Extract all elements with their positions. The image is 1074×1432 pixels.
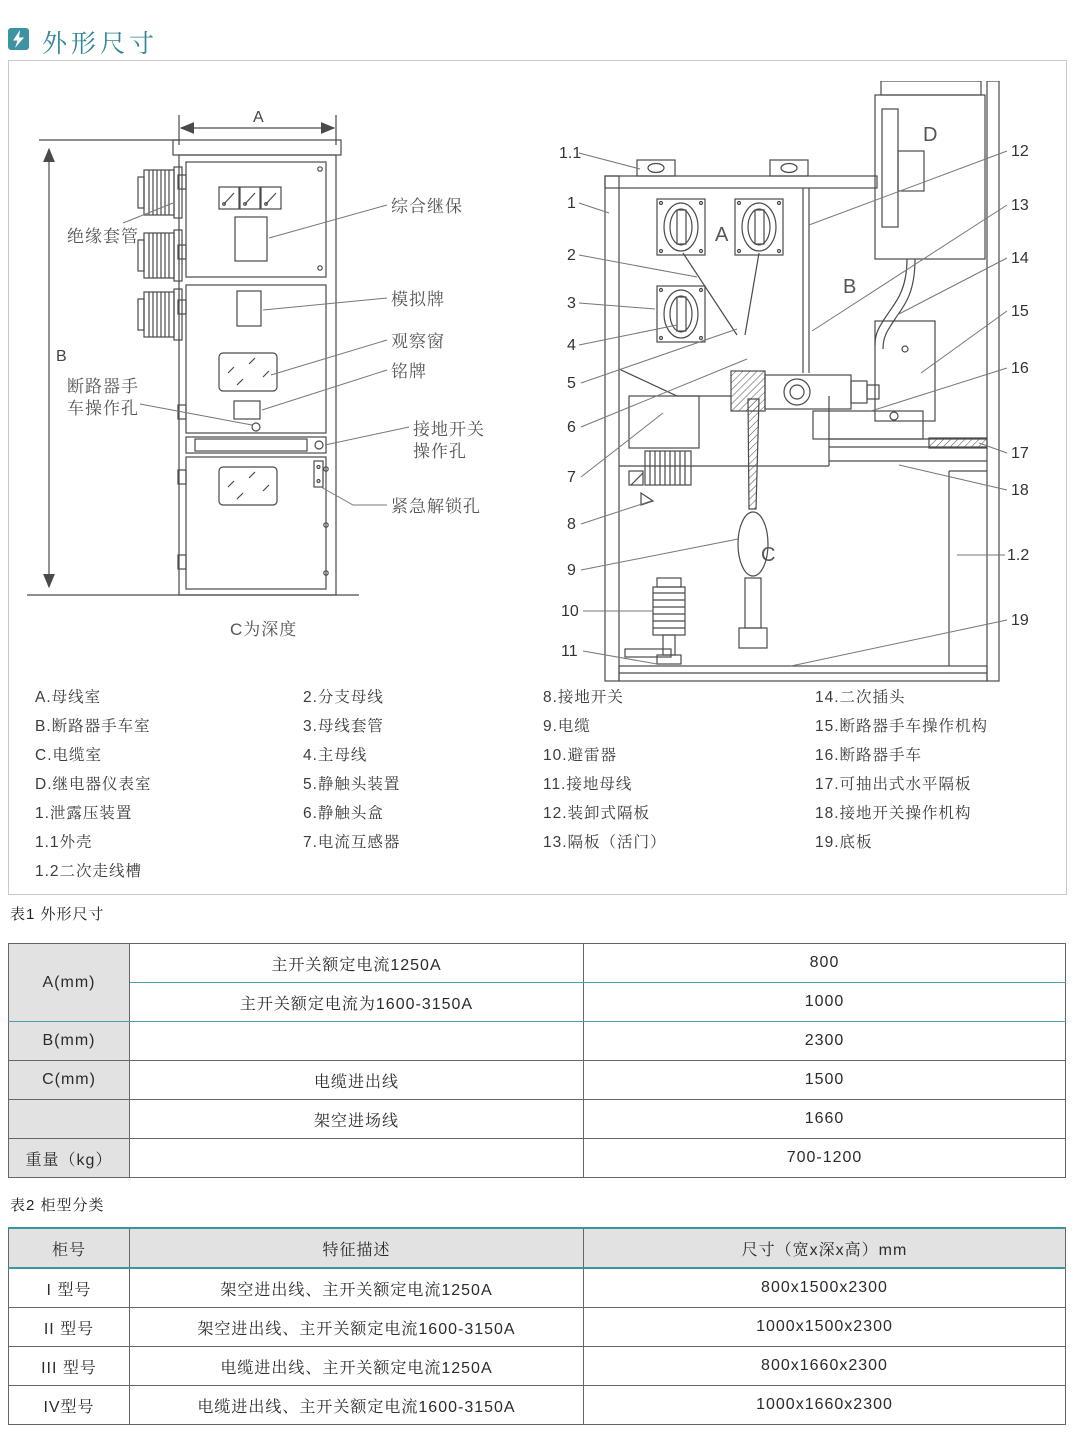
table-row xyxy=(9,1386,1066,1425)
cell-model: III 型号 xyxy=(9,1347,130,1386)
row-desc: 主开关额定电流1250A xyxy=(130,944,584,983)
row-desc xyxy=(130,1139,584,1178)
cell-model: II 型号 xyxy=(9,1308,130,1347)
legend-item: 2.分支母线 xyxy=(303,689,384,706)
label-relay: 综合继保 xyxy=(391,197,463,216)
table2-caption: 表2 柜型分类 xyxy=(10,1197,105,1214)
callout-18: 18 xyxy=(1011,482,1029,499)
label-breaker-truck-hole: 断路器手 xyxy=(67,377,139,396)
callout-17: 17 xyxy=(1011,445,1029,462)
cell-model: IV型号 xyxy=(9,1386,130,1425)
cell-model: I 型号 xyxy=(9,1268,130,1308)
callout-3: 3 xyxy=(567,295,576,312)
callout-16: 16 xyxy=(1011,360,1029,377)
label-nameplate: 铭牌 xyxy=(391,362,427,381)
callout-5: 5 xyxy=(567,375,576,392)
callout-12: 12 xyxy=(1011,143,1029,160)
cell-desc: 电缆进出线、主开关额定电流1600-3150A xyxy=(130,1386,584,1425)
table-row xyxy=(9,1100,1066,1139)
legend-item: 4.主母线 xyxy=(303,747,368,764)
callout-9: 9 xyxy=(567,562,576,579)
callout-4: 4 xyxy=(567,337,576,354)
table-row xyxy=(9,1022,1066,1061)
cell-desc: 架空进出线、主开关额定电流1250A xyxy=(130,1268,584,1308)
callout-8: 8 xyxy=(567,516,576,533)
legend-column xyxy=(543,683,815,886)
section-a-label: A xyxy=(715,224,729,246)
dimensions-table xyxy=(8,943,1066,1178)
label-mimic-board: 模拟牌 xyxy=(391,290,445,309)
table1-caption: 表1 外形尺寸 xyxy=(10,906,105,923)
legend-item: 9.电缆 xyxy=(543,718,591,735)
section-d-label: D xyxy=(923,124,938,146)
legend-item: 1.1外壳 xyxy=(35,834,93,851)
diagram-panel xyxy=(8,60,1067,895)
legend-item: A.母线室 xyxy=(35,689,102,706)
label-emergency-unlock: 紧急解锁孔 xyxy=(391,497,481,516)
dim-a-label: A xyxy=(253,109,264,126)
label-breaker-truck-hole: 车操作孔 xyxy=(67,399,139,418)
label-earth-switch-hole: 接地开关 xyxy=(413,420,485,439)
row-value: 700-1200 xyxy=(584,1139,1066,1178)
callout-1-2: 1.2 xyxy=(1007,547,1030,564)
cell-desc: 电缆进出线、主开关额定电流1250A xyxy=(130,1347,584,1386)
col-header-model: 柜号 xyxy=(9,1228,130,1268)
row-value: 2300 xyxy=(584,1022,1066,1061)
table-row xyxy=(9,1268,1066,1308)
label-observation-window: 观察窗 xyxy=(391,332,445,351)
row-value: 1500 xyxy=(584,1061,1066,1100)
callout-10: 10 xyxy=(561,603,579,620)
legend-item: C.电缆室 xyxy=(35,747,103,764)
page-title: 外形尺寸 xyxy=(42,30,159,58)
cell-size: 1000x1500x2300 xyxy=(584,1308,1066,1347)
row-label xyxy=(9,1100,130,1139)
col-header-size: 尺寸（宽x深x高）mm xyxy=(584,1228,1066,1268)
callout-7: 7 xyxy=(567,469,576,486)
parts-legend xyxy=(35,683,1065,886)
row-desc: 电缆进出线 xyxy=(130,1061,584,1100)
legend-item: 16.断路器手车 xyxy=(815,747,923,764)
section-c-label: C xyxy=(761,544,776,566)
row-label: 重量（kg） xyxy=(9,1139,130,1178)
legend-item: 5.静触头装置 xyxy=(303,776,401,793)
row-value: 800 xyxy=(584,944,1066,983)
row-value: 1000 xyxy=(584,983,1066,1022)
legend-item: 1.2二次走线槽 xyxy=(35,863,143,880)
legend-column xyxy=(815,683,1065,886)
legend-item: 15.断路器手车操作机构 xyxy=(815,718,989,735)
legend-item: 19.底板 xyxy=(815,834,873,851)
callout-11: 11 xyxy=(561,643,578,660)
legend-item: 1.泄露压装置 xyxy=(35,805,133,822)
callout-2: 2 xyxy=(567,247,576,264)
row-desc: 架空进场线 xyxy=(130,1100,584,1139)
dim-b-label: B xyxy=(56,348,67,365)
row-desc xyxy=(130,1022,584,1061)
legend-item: 17.可抽出式水平隔板 xyxy=(815,776,972,793)
row-label: C(mm) xyxy=(9,1061,130,1100)
cell-desc: 架空进出线、主开关额定电流1600-3150A xyxy=(130,1308,584,1347)
cabinet-types-table xyxy=(8,1227,1066,1425)
legend-item: 8.接地开关 xyxy=(543,689,624,706)
lightning-icon xyxy=(8,28,29,50)
legend-item: 10.避雷器 xyxy=(543,747,618,764)
legend-item: 13.隔板（活门） xyxy=(543,834,667,851)
callout-14: 14 xyxy=(1011,250,1029,267)
legend-item: 14.二次插头 xyxy=(815,689,906,706)
label-insulation-bushing: 绝缘套管 xyxy=(67,227,139,246)
cell-size: 800x1500x2300 xyxy=(584,1268,1066,1308)
cell-size: 800x1660x2300 xyxy=(584,1347,1066,1386)
legend-item: D.继电器仪表室 xyxy=(35,776,152,793)
table-row xyxy=(9,983,1066,1022)
table-header-row xyxy=(9,1228,1066,1268)
legend-item: 11.接地母线 xyxy=(543,776,633,793)
col-header-desc: 特征描述 xyxy=(130,1228,584,1268)
legend-item: B.断路器手车室 xyxy=(35,718,151,735)
legend-column xyxy=(35,683,303,886)
front-view-diagram xyxy=(23,105,535,665)
row-label: B(mm) xyxy=(9,1022,130,1061)
section-view-diagram xyxy=(545,81,1069,701)
section-b-label: B xyxy=(843,276,857,298)
depth-caption: C为深度 xyxy=(230,620,298,639)
callout-1: 1 xyxy=(567,195,576,212)
row-value: 1660 xyxy=(584,1100,1066,1139)
table-row xyxy=(9,1139,1066,1178)
row-desc: 主开关额定电流为1600-3150A xyxy=(130,983,584,1022)
callout-19: 19 xyxy=(1011,612,1029,629)
table-row xyxy=(9,1347,1066,1386)
legend-item: 12.装卸式隔板 xyxy=(543,805,651,822)
legend-column xyxy=(303,683,543,886)
callout-13: 13 xyxy=(1011,197,1029,214)
label-earth-switch-hole: 操作孔 xyxy=(413,442,467,461)
cell-size: 1000x1660x2300 xyxy=(584,1386,1066,1425)
callout-15: 15 xyxy=(1011,303,1029,320)
legend-item: 6.静触头盒 xyxy=(303,805,384,822)
callout-6: 6 xyxy=(567,419,576,436)
table-row xyxy=(9,1061,1066,1100)
table-row xyxy=(9,944,1066,983)
legend-item: 7.电流互感器 xyxy=(303,834,401,851)
callout-1-1: 1.1 xyxy=(559,145,582,162)
legend-item: 3.母线套管 xyxy=(303,718,384,735)
table-row xyxy=(9,1308,1066,1347)
legend-item: 18.接地开关操作机构 xyxy=(815,805,972,822)
row-label: A(mm) xyxy=(9,944,130,1022)
